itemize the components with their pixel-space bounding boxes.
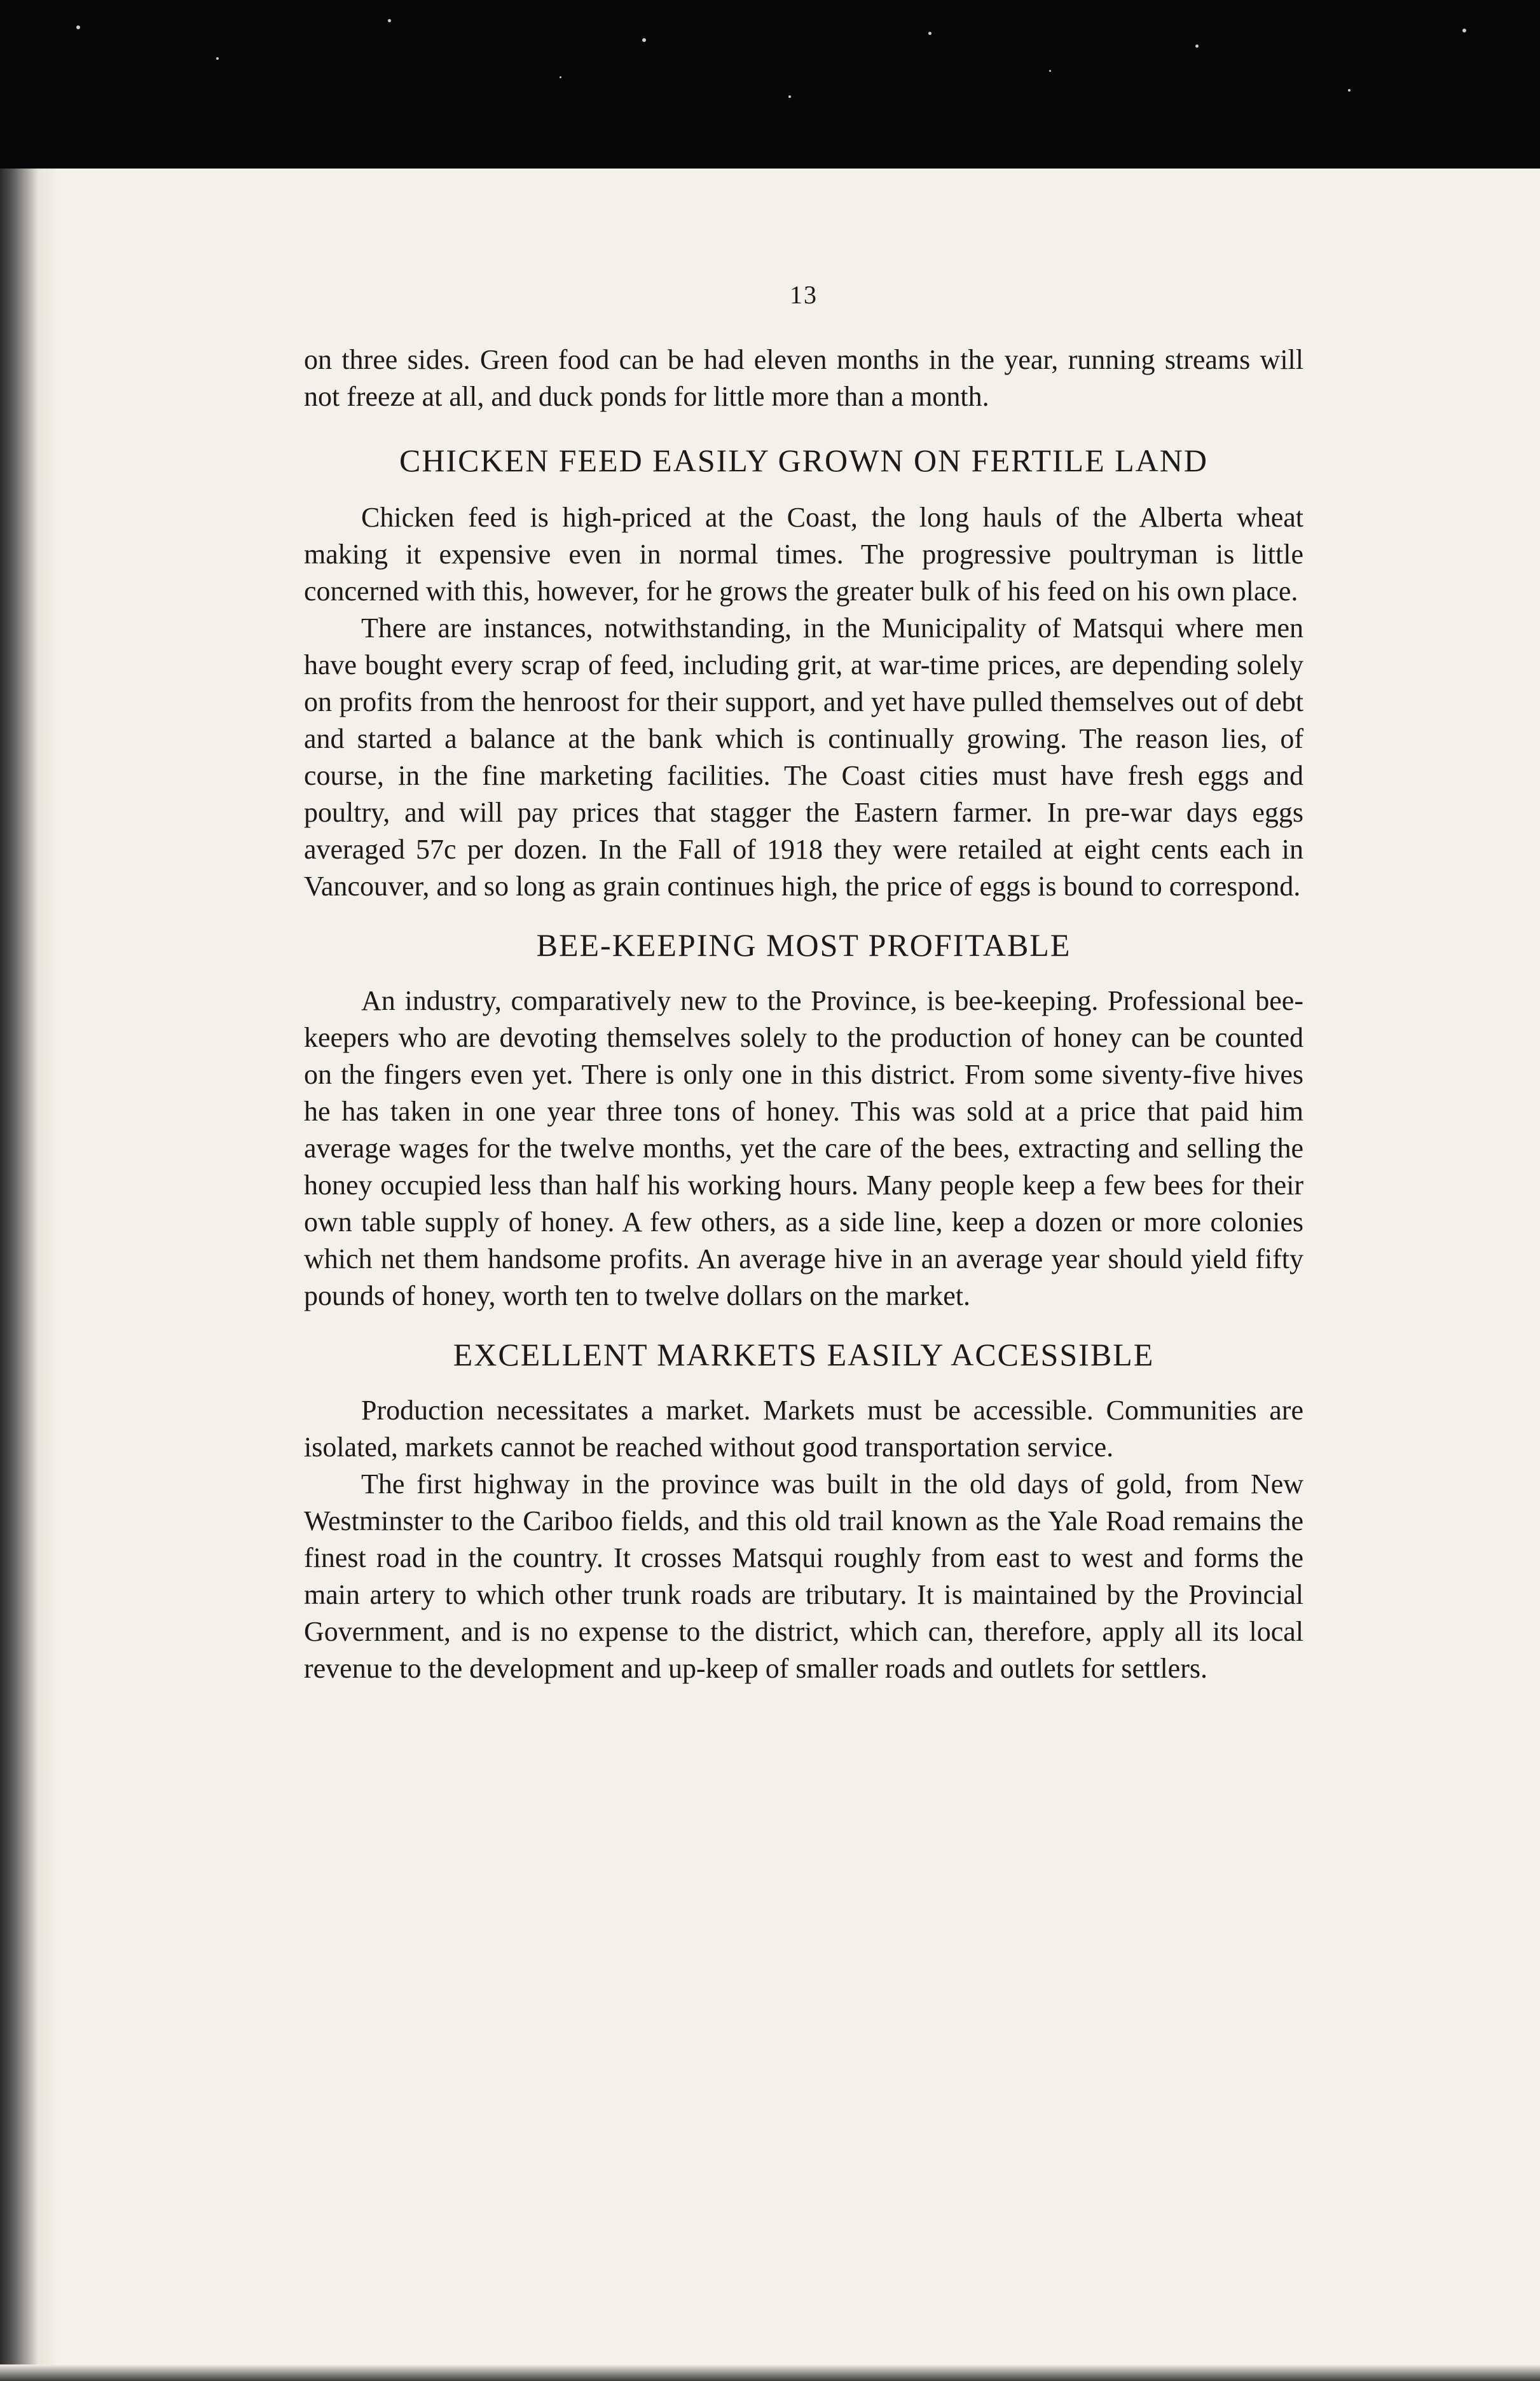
scan-border-left (0, 169, 58, 2381)
section-heading-chicken-feed: CHICKEN FEED EASILY GROWN ON FERTILE LAND (399, 443, 1209, 478)
scan-border-top (0, 0, 1540, 169)
section-heading-markets: EXCELLENT MARKETS EASILY ACCESSIBLE (453, 1337, 1155, 1372)
scan-border-bottom (0, 2364, 1540, 2381)
intro-paragraph: on three sides. Green food can be had eleven months in the year, running streams will not freeze at all, and duck ponds for little more than a month. (304, 344, 1303, 412)
bee-keeping-paragraph-1: An industry, comparatively new to the Province, is bee-keeping. Professional bee-keepers who are devoting themselves solely to the production of honey can be counted on the fingers even yet. There is only one in this district. From some siventy-five hives he has taken in one year three tons of honey. This was sold at a price that paid him average wages for the twelve months, yet the care of the bees, extracting and selling the honey occupied less than half his working hours. Many people keep a few bees for their own table supply of honey. A few others, as a side line, keep a dozen or more colonies which net them handsome profits. An average hive in an average year should yield fifty pounds of honey, worth ten to twelve dollars on the market. (304, 985, 1303, 1311)
chicken-feed-paragraph-1: Chicken feed is high-priced at the Coast, the long hauls of the Alberta wheat making it expensive even in normal times. The progressive poultryman is little concerned with this, however, for he grows the greater bulk of his feed on his own place. (304, 502, 1303, 607)
section-heading-bee-keeping: BEE-KEEPING MOST PROFITABLE (536, 927, 1071, 963)
markets-paragraph-2: The first highway in the province was built in the old days of gold, from New Westminster to the Cariboo fields, and this old trail known as the Yale Road remains the finest road in the country. It crosses Matsqui roughly from east to west and forms the main artery to which other trunk roads are tributary. It is maintained by the Provincial Government, and is no expense to the district, which can, therefore, apply all its local revenue to the development and up-keep of smaller roads and outlets for settlers. (304, 1468, 1303, 1684)
page-number: 13 (790, 280, 818, 309)
markets-paragraph-1: Production necessitates a market. Markets must be accessible. Communities are isolated, markets cannot be reached without good transportation service. (304, 1395, 1303, 1463)
document-page (304, 280, 1303, 1687)
chicken-feed-paragraph-2: There are instances, notwithstanding, in the Municipality of Matsqui where men have bought every scrap of feed, including grit, at war-time prices, are depending solely on profits from the henroost for their support, and yet have pulled themselves out of debt and started a balance at the bank which is continually growing. The reason lies, of course, in the fine marketing facilities. The Coast cities must have fresh eggs and poultry, and will pay prices that stagger the Eastern farmer. In pre-war days eggs averaged 57c per dozen. In the Fall of 1918 they were retailed at eight cents each in Vancouver, and so long as grain continues high, the price of eggs is bound to correspond. (304, 612, 1303, 902)
